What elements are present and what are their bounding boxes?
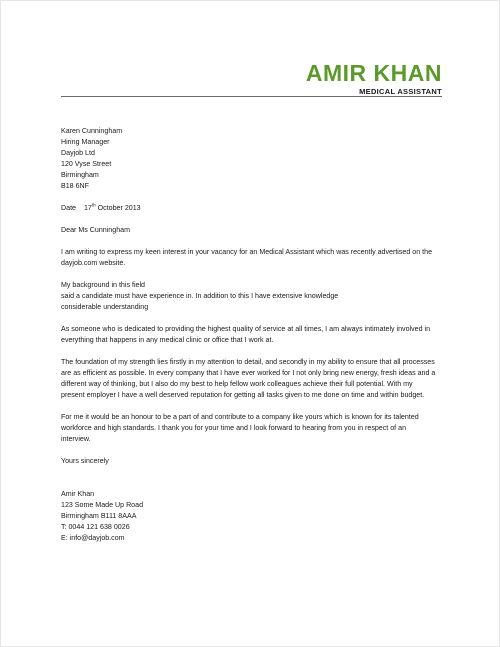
sender-name: Amir Khan (61, 490, 95, 498)
paragraph-line: said a candidate must have experience in. In addition to this I have extensive knowledge (61, 292, 339, 300)
paragraph-line: are as efficient as possible. In every company that I have ever worked for I not only bring new energy, fresh ideas and a (61, 369, 436, 377)
paragraph-line: everything that happens in any medical clinic or office that I work at. (61, 336, 274, 344)
letter-date (61, 203, 446, 214)
recipient-postcode: B18 6NF (61, 182, 89, 190)
paragraph-5 (61, 412, 446, 445)
paragraph-line: dayjob.com website. (61, 259, 126, 267)
paragraph-1 (61, 247, 446, 269)
paragraph-line: I am writing to express my keen interest in your vacancy for an Medical Assistant which was recently advertised on the (61, 248, 433, 256)
paragraph-line: My background in this field (61, 281, 145, 289)
sender-phone: T: 0044 121 638 0026 (61, 523, 130, 531)
header-divider (61, 96, 442, 97)
closing (61, 456, 446, 467)
paragraph-line: The foundation of my strength lies firstly in my attention to detail, and secondly in my ability to ensure that all processes (61, 358, 435, 366)
salutation (61, 225, 446, 236)
recipient-city: Birmingham (61, 171, 99, 179)
paragraph-line: interview. (61, 435, 91, 443)
letter-header (306, 61, 442, 96)
paragraph-line: As someone who is dedicated to providing the highest quality of service at all times, I am always intimately involved in (61, 325, 431, 333)
paragraph-3 (61, 324, 446, 346)
paragraph-2 (61, 280, 446, 313)
sender-name-heading: AMIR KHAN (305, 60, 442, 86)
sender-signature-block (61, 489, 446, 544)
recipient-street: 120 Vyse Street (61, 160, 112, 168)
salutation-text: Dear Ms Cunningham (61, 226, 130, 234)
paragraph-line: workforce and high standards. I thank you for your time and I look forward to hearing from you in respect of an (61, 424, 407, 432)
paragraph-4 (61, 357, 446, 401)
date-day: 17 (83, 204, 92, 212)
recipient-company: Dayjob Ltd (61, 149, 95, 157)
sender-city-postcode: Birmingham B111 8AAA (61, 512, 137, 520)
sender-job-title: MEDICAL ASSISTANT (359, 87, 442, 96)
recipient-position: Hiring Manager (61, 138, 110, 146)
closing-text: Yours sincerely (61, 457, 109, 465)
date-suffix: th (91, 202, 96, 208)
date-label: Date (61, 204, 76, 212)
recipient-name: Karen Cunningham (61, 127, 123, 135)
paragraph-line: present employer I have a well deserved reputation for getting all tasks given to me done on time and within budget. (61, 391, 425, 399)
sender-street: 123 Some Made Up Road (61, 501, 144, 509)
paragraph-line: different way of thinking, but I also do my best to help fellow work colleagues achieve their full potential. With my (61, 380, 413, 388)
date-month-year: October 2013 (95, 204, 141, 212)
recipient-address (61, 126, 446, 192)
sender-email: E: info@dayjob.com (61, 534, 125, 542)
paragraph-line: considerable understanding (61, 303, 149, 311)
paragraph-line: For me it would be an honour to be a part of and contribute to a company like yours which is known for its talented (61, 413, 419, 421)
letter-body (61, 126, 446, 544)
